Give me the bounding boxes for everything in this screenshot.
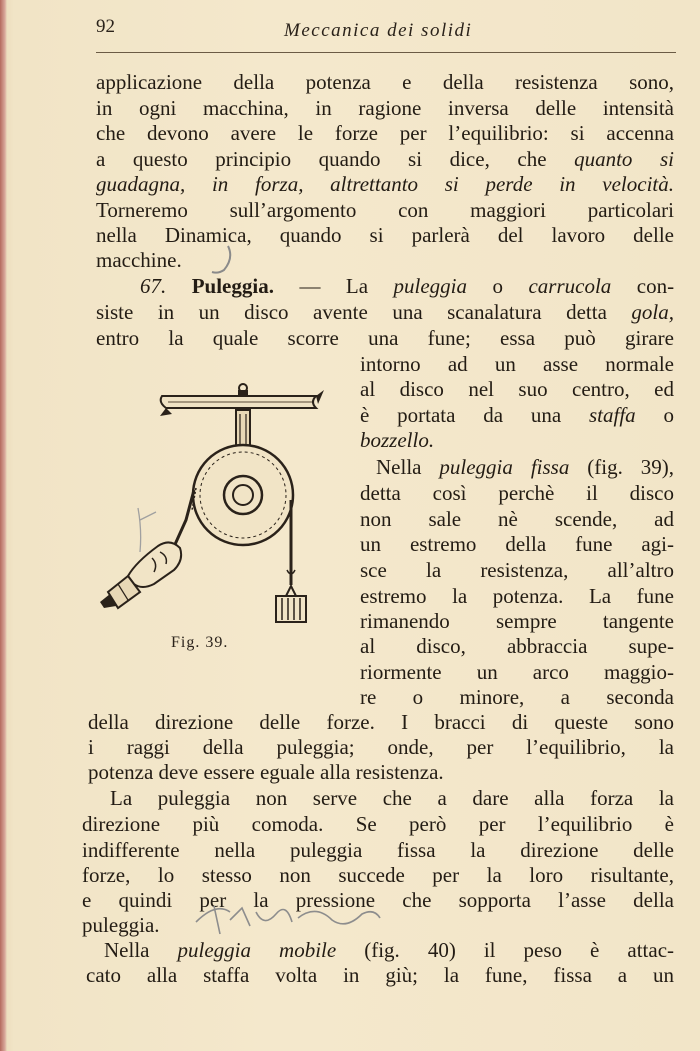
section-heading-line bbox=[140, 274, 674, 298]
text-line-italic: guadagna, in forza, altrettanto si perde in velocità. bbox=[96, 172, 674, 196]
italic-phrase: quanto si bbox=[574, 147, 674, 171]
text-line: macchine. bbox=[96, 248, 182, 272]
text-line: La puleggia non serve che a dare alla forza la bbox=[110, 786, 674, 810]
text-segment: con- bbox=[636, 274, 675, 298]
section-title: Puleggia. bbox=[191, 274, 274, 298]
text-segment: (fig. 40) il peso è attac- bbox=[364, 938, 675, 962]
text-line: un estremo della fune agi- bbox=[360, 532, 674, 556]
text-segment: siste in un disco avente una scanalatura detta bbox=[96, 300, 607, 324]
text-line: re o minore, a seconda bbox=[360, 685, 674, 709]
text-line: riormente un arco maggio- bbox=[360, 660, 674, 684]
text-segment: Nella bbox=[376, 455, 422, 479]
text-line: nella Dinamica, quando si parlerà del lavoro delle bbox=[96, 223, 674, 247]
text-line: forze, lo stesso non succede per la loro risultante, bbox=[82, 863, 674, 887]
text-line bbox=[360, 403, 674, 427]
page-header bbox=[96, 14, 676, 54]
header-rule bbox=[96, 52, 676, 53]
running-title: Meccanica dei solidi bbox=[284, 20, 473, 41]
text-segment: — La bbox=[299, 274, 369, 298]
text-line: al disco, abbraccia supe- bbox=[360, 634, 674, 658]
text-line: detta così perchè il disco bbox=[360, 481, 674, 505]
text-line bbox=[104, 938, 674, 962]
text-line: direzione più comoda. Se però per l’equilibrio è bbox=[82, 812, 674, 836]
text-line: non sale nè scende, ad bbox=[360, 507, 674, 531]
term-puleggia-mobile: puleggia mobile bbox=[177, 938, 337, 962]
text-line: intorno ad un asse normale bbox=[360, 352, 674, 376]
text-line: indifferente nella puleggia fissa la direzione delle bbox=[82, 838, 674, 862]
text-line: della direzione delle forze. I bracci di queste sono bbox=[88, 710, 674, 734]
text-line bbox=[96, 147, 674, 171]
text-line: in ogni macchina, in ragione inversa delle intensità bbox=[96, 96, 674, 120]
text-line: rimanendo sempre tangente bbox=[360, 609, 674, 633]
text-segment: o bbox=[492, 274, 503, 298]
text-line: sce la resistenza, all’altro bbox=[360, 558, 674, 582]
figure-caption: Fig. 39. bbox=[171, 634, 229, 651]
text-line: i raggi della puleggia; onde, per l’equilibrio, la bbox=[88, 735, 674, 759]
text-segment: è portata da una bbox=[360, 403, 562, 427]
page-number: 92 bbox=[96, 16, 115, 37]
term-bozzello: bozzello. bbox=[360, 428, 435, 452]
text-line: e quindi per la pressione che sopporta l’asse della bbox=[82, 888, 674, 912]
text-line: al disco nel suo centro, ed bbox=[360, 377, 674, 401]
text-line bbox=[376, 455, 674, 479]
text-line: puleggia. bbox=[82, 913, 160, 937]
text-segment: a questo principio quando si dice, che bbox=[96, 147, 547, 171]
page-edge bbox=[0, 0, 7, 1051]
text-line: applicazione della potenza e della resistenza sono, bbox=[96, 70, 674, 94]
text-line: Torneremo sull’argomento con maggiori particolari bbox=[96, 198, 674, 222]
term-carrucola: carrucola bbox=[528, 274, 612, 298]
text-line: entro la quale scorre una fune; essa può girare bbox=[96, 326, 674, 350]
text-line: estremo la potenza. La fune bbox=[360, 584, 674, 608]
text-line: che devono avere le forze per l’equilibrio: si accenna bbox=[96, 121, 674, 145]
pulley-illustration bbox=[88, 370, 338, 630]
text-line: cato alla staffa volta in giù; la fune, fissa a un bbox=[86, 963, 674, 987]
text-segment: Nella bbox=[104, 938, 150, 962]
term-staffa: staffa bbox=[589, 403, 636, 427]
text-segment: o bbox=[663, 403, 674, 427]
figure-reference: (fig. 39), bbox=[587, 455, 674, 479]
term-puleggia-fissa: puleggia fissa bbox=[439, 455, 570, 479]
term-puleggia: puleggia bbox=[393, 274, 468, 298]
text-line: potenza deve essere eguale alla resistenza. bbox=[88, 760, 444, 784]
text-line bbox=[96, 300, 674, 324]
section-number: 67. bbox=[140, 274, 167, 298]
term-gola: gola, bbox=[631, 300, 674, 324]
